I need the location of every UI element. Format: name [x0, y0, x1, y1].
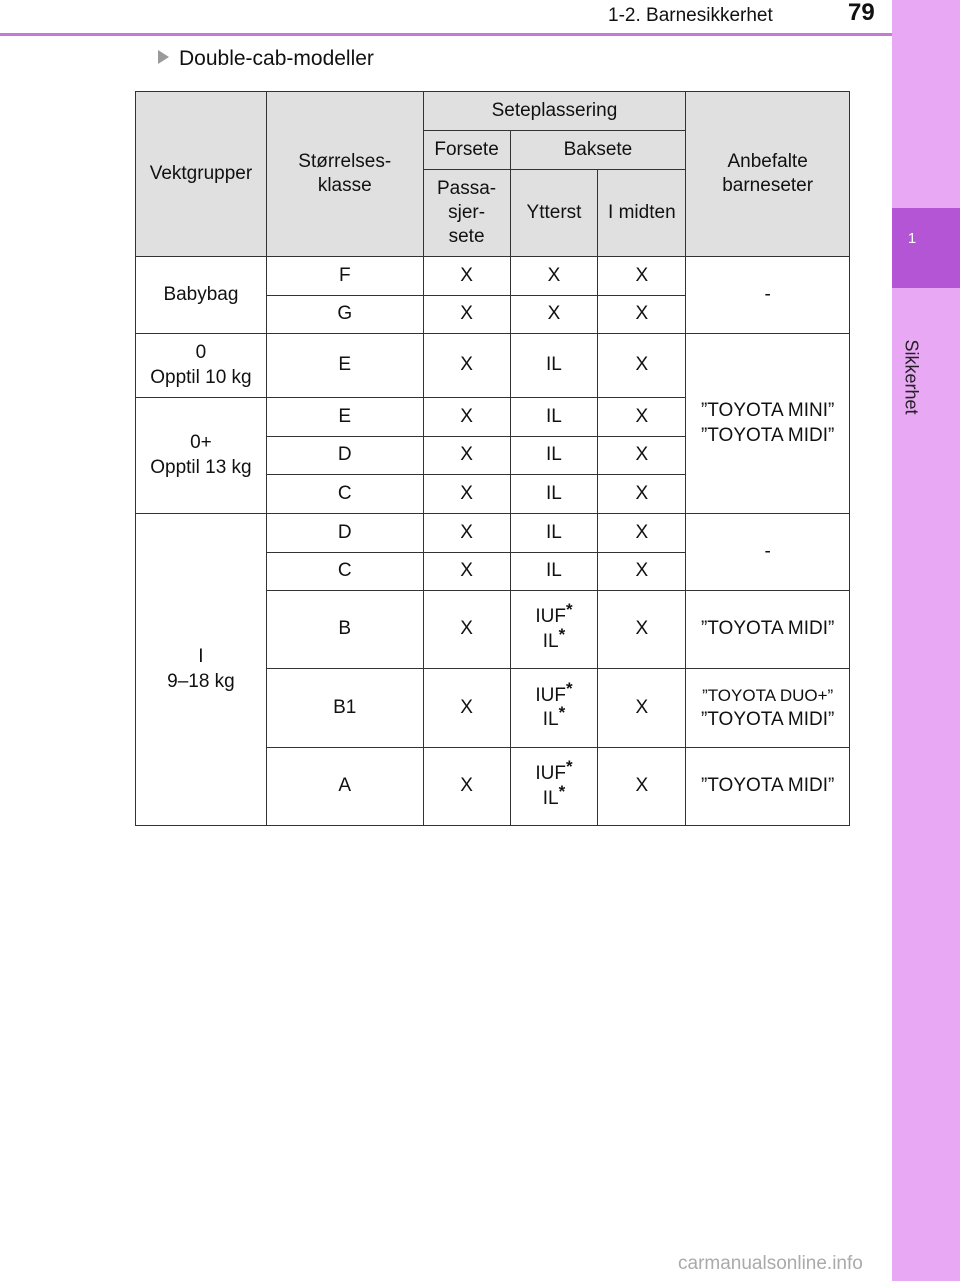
middle-cell: X: [598, 553, 686, 591]
child-seat-table: [135, 91, 850, 826]
front-cell: X: [423, 591, 510, 669]
recommended-cell: ”TOYOTA MIDI”: [686, 591, 850, 669]
front-cell: X: [423, 437, 510, 475]
chapter-number: 1: [907, 230, 917, 247]
header-divider: [0, 33, 892, 36]
outer-cell: IL: [510, 398, 598, 437]
outer-cell: X: [510, 296, 598, 334]
outer-cell: IUF* IL*: [510, 669, 598, 748]
middle-cell: X: [598, 591, 686, 669]
outer-cell: IL: [510, 514, 598, 553]
header-weight: Vektgrupper: [136, 92, 267, 257]
triangle-bullet-icon: [158, 50, 169, 64]
front-cell: X: [423, 475, 510, 514]
size-cell: A: [266, 748, 423, 826]
front-cell: X: [423, 257, 510, 296]
section-title: 1-2. Barnesikkerhet: [608, 5, 773, 26]
header-front: Forsete: [423, 131, 510, 170]
front-cell: X: [423, 398, 510, 437]
front-cell: X: [423, 334, 510, 398]
table-row: [136, 514, 850, 553]
front-cell: X: [423, 553, 510, 591]
middle-cell: X: [598, 669, 686, 748]
recommended-cell: -: [686, 257, 850, 334]
front-cell: X: [423, 296, 510, 334]
size-cell: C: [266, 475, 423, 514]
page-header: [0, 0, 892, 34]
size-cell: B: [266, 591, 423, 669]
middle-cell: X: [598, 334, 686, 398]
outer-cell: IL: [510, 475, 598, 514]
outer-cell: IL: [510, 553, 598, 591]
middle-cell: X: [598, 398, 686, 437]
outer-cell: IUF* IL*: [510, 591, 598, 669]
size-cell: E: [266, 398, 423, 437]
size-cell: D: [266, 437, 423, 475]
front-cell: X: [423, 669, 510, 748]
header-outer: Ytterst: [510, 170, 598, 257]
chapter-sidebar: [892, 0, 960, 1281]
middle-cell: X: [598, 437, 686, 475]
middle-cell: X: [598, 257, 686, 296]
size-cell: E: [266, 334, 423, 398]
outer-cell: IL: [510, 334, 598, 398]
recommended-cell: ”TOYOTA MINI” ”TOYOTA MIDI”: [686, 334, 850, 514]
page-number: 79: [848, 0, 875, 26]
subheading: [158, 47, 374, 71]
weight-cell: 0+ Opptil 13 kg: [136, 398, 267, 514]
middle-cell: X: [598, 475, 686, 514]
weight-cell: Babybag: [136, 257, 267, 334]
size-cell: F: [266, 257, 423, 296]
front-cell: X: [423, 514, 510, 553]
weight-cell: 0 Opptil 10 kg: [136, 334, 267, 398]
chapter-label: [901, 340, 922, 370]
outer-cell: IUF* IL*: [510, 748, 598, 826]
header-rear: Baksete: [510, 131, 686, 170]
middle-cell: X: [598, 748, 686, 826]
recommended-cell: -: [686, 514, 850, 591]
chapter-tab[interactable]: [892, 208, 960, 288]
size-cell: G: [266, 296, 423, 334]
header-middle: I midten: [598, 170, 686, 257]
middle-cell: X: [598, 296, 686, 334]
size-cell: C: [266, 553, 423, 591]
outer-cell: IL: [510, 437, 598, 475]
recommended-cell: ”TOYOTA DUO+” ”TOYOTA MIDI”: [686, 669, 850, 748]
outer-cell: X: [510, 257, 598, 296]
size-cell: D: [266, 514, 423, 553]
header-recommended: Anbefalte barneseter: [686, 92, 850, 257]
header-passenger: Passa- sjer- sete: [423, 170, 510, 257]
header-size-class: Størrelses- klasse: [266, 92, 423, 257]
weight-cell: I 9–18 kg: [136, 514, 267, 826]
size-cell: B1: [266, 669, 423, 748]
recommended-cell: ”TOYOTA MIDI”: [686, 748, 850, 826]
watermark: carmanualsonline.info: [678, 1253, 863, 1274]
front-cell: X: [423, 748, 510, 826]
table-row: [136, 257, 850, 296]
subheading-text: Double-cab-modeller: [179, 47, 374, 70]
table-row: [136, 334, 850, 398]
middle-cell: X: [598, 514, 686, 553]
header-seat-position: Seteplassering: [423, 92, 686, 131]
